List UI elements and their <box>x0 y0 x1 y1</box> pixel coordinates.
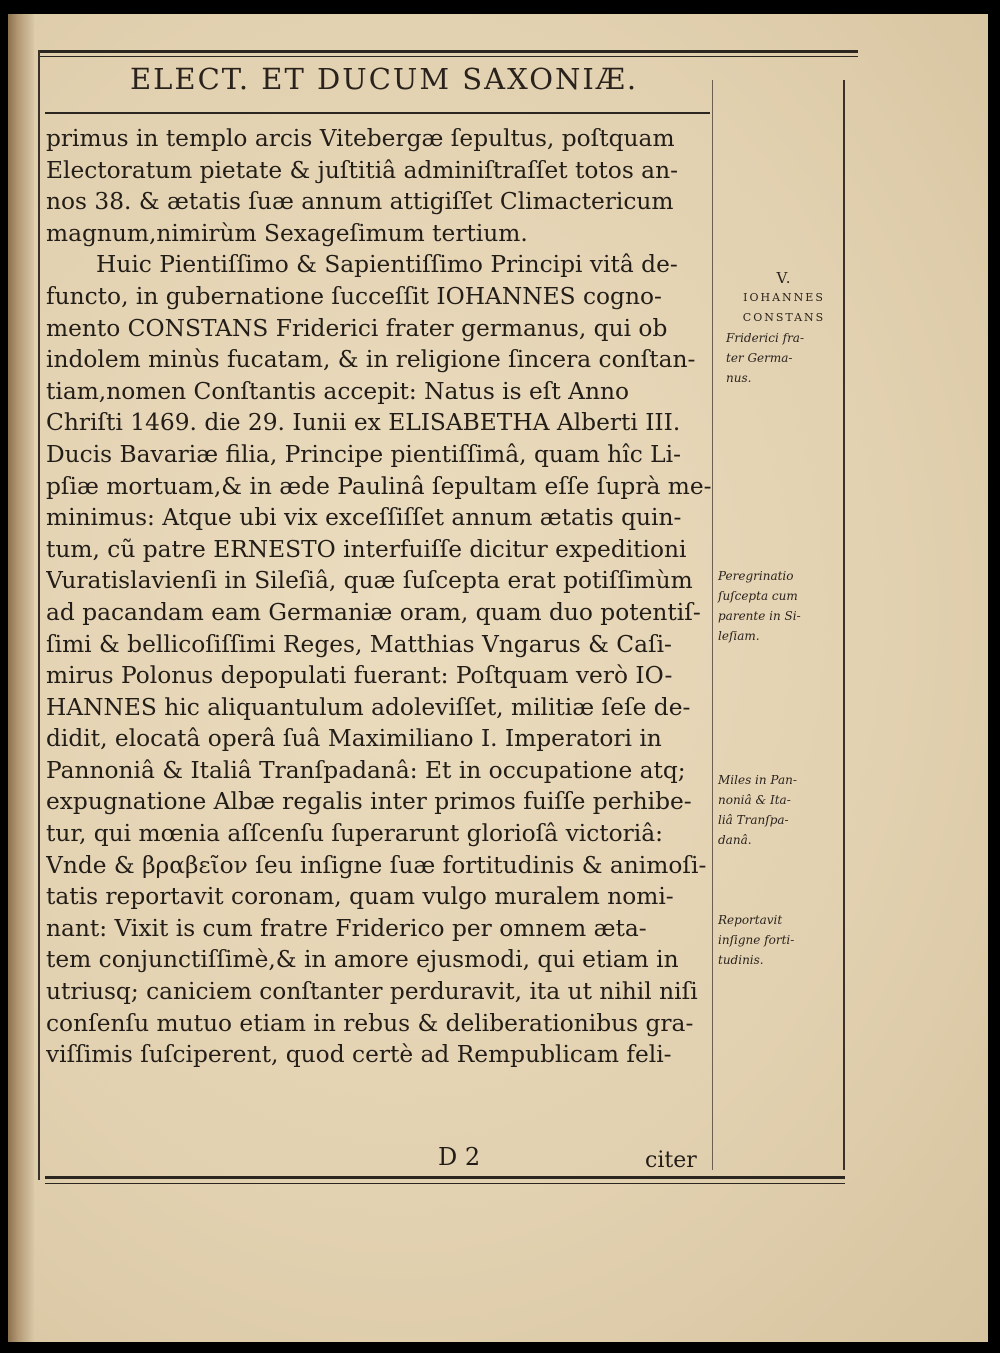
text-line: tatis reportavit coronam, quam vulgo muralem nomi- <box>46 883 674 911</box>
text-column-divider <box>712 80 713 1170</box>
text-line: didit, elocatâ operâ ſuâ Maximiliano I. Imperatori in <box>46 725 662 753</box>
note-line: danâ. <box>718 833 752 847</box>
catchword: citer <box>645 1148 697 1173</box>
note-number: V. <box>776 269 792 287</box>
text-line: indolem minùs fucatam, & in religione ſincera conſtan- <box>46 346 696 374</box>
text-line: utriusq; caniciem conſtanter perduravit, ita ut nihil niſi <box>46 978 698 1006</box>
text-line: Pannoniâ & Italiâ Tranſpadanâ: Et in occupatione atq; <box>46 756 686 784</box>
text-line: primus in templo arcis Vitebergæ ſepultus, poſtquam <box>46 125 675 152</box>
margin-column-line <box>843 80 845 1170</box>
note-line: Reportavit <box>718 913 783 927</box>
note-line: ſuſcepta cum <box>718 589 798 603</box>
text-line: nant: Vixit is cum fratre Friderico per omnem æta- <box>46 914 647 942</box>
text-line: mento CONSTANS Friderici frater germanus, qui ob <box>46 314 668 342</box>
main-text-block <box>46 123 711 1071</box>
note-name: CONSTANS <box>742 311 826 324</box>
note-line: parente in Si- <box>718 609 801 623</box>
note-line: noniâ & Ita- <box>718 793 791 807</box>
text-line: Vnde & βραβεῖον ſeu inſigne ſuæ fortitudinis & animoſi- <box>46 851 707 879</box>
text-line: tiam,nomen Conſtantis accepit: Natus is eſt Anno <box>46 377 630 405</box>
margin-note-peregrinatio <box>718 566 842 646</box>
note-line: inſigne forti- <box>718 933 795 947</box>
text-line: ſimi & bellicoſiſſimi Reges, Matthias Vngarus & Caſi- <box>46 630 672 658</box>
note-line: liâ Tranſpa- <box>718 813 789 827</box>
margin-note-miles <box>718 770 842 850</box>
text-line: HANNES hic aliquantulum adoleviſſet, militiæ ſeſe de- <box>46 693 691 721</box>
text-line: tur, qui mœnia aſſcenſu ſuperarunt glorioſâ victoriâ: <box>46 820 663 848</box>
text-line: expugnatione Albæ regalis inter primos fuiſſe perhibe- <box>46 788 692 816</box>
note-line: leſiam. <box>718 629 760 643</box>
text-line: Vuratislavienſi in Sileſiâ, quæ ſuſcepta erat potiſſimùm <box>46 567 693 595</box>
note-line: tudinis. <box>718 953 764 967</box>
text-line: tem conjunctiſſimè,& in amore ejusmodi, qui etiam in <box>46 946 679 974</box>
note-line: ter Germa- <box>726 351 793 365</box>
text-line: magnum,nimirùm Sexageſimum tertium. <box>46 219 528 247</box>
text-line: mirus Polonus depopulati fuerant: Poſtquam verò IO- <box>46 662 673 690</box>
text-line: minimus: Atque ubi vix exceſſiſſet annum ætatis quin- <box>46 504 682 532</box>
margin-note-iohannes <box>718 268 842 388</box>
text-line: conſenſu mutuo etiam in rebus & deliberationibus gra- <box>46 1009 694 1037</box>
top-rule <box>38 50 858 53</box>
margin-note-reportavit <box>718 910 842 970</box>
bottom-rule-thin <box>45 1183 845 1184</box>
text-line: nos 38. & ætatis ſuæ annum attigiſſet Climactericum <box>46 188 674 216</box>
text-line: Electoratum pietate & juſtitiâ adminiſtraſſet totos an- <box>46 156 678 184</box>
signature-mark: D 2 <box>438 1143 481 1171</box>
note-line: Friderici fra- <box>726 331 805 345</box>
top-rule-thin <box>38 56 858 57</box>
text-line: functo, in gubernatione ſucceſſit IOHANNES cogno- <box>46 282 662 310</box>
note-line: nus. <box>726 371 752 385</box>
text-line: Ducis Bavariæ filia, Principe pientiſſimâ, quam hîc Li- <box>46 440 681 468</box>
header-rule <box>45 112 710 114</box>
note-line: Peregrinatio <box>718 569 794 583</box>
running-header: ELECT. ET DUCUM SAXONIÆ. <box>130 62 639 96</box>
text-line: viſſimis ſuſciperent, quod certè ad Rempublicam feli- <box>46 1041 672 1069</box>
text-line: Huic Pientiſſimo & Sapientiſſimo Principi vitâ de- <box>96 251 678 279</box>
left-frame-line <box>38 50 40 1180</box>
text-line: tum, cũ patre ERNESTO interfuiſſe dicitur expeditioni <box>46 535 687 563</box>
text-line: Chriſti 1469. die 29. Iunii ex ELISABETHA Alberti III. <box>46 409 681 437</box>
page-binding-edge <box>8 14 34 1342</box>
note-line: Miles in Pan- <box>718 773 797 787</box>
text-line: pſiæ mortuam,& in æde Paulinâ ſepultam eſſe ſuprà me- <box>46 472 711 500</box>
bottom-rule <box>45 1176 845 1179</box>
text-line: ad pacandam eam Germaniæ oram, quam duo potentiſ- <box>46 598 701 626</box>
note-name: IOHANNES <box>743 291 825 304</box>
